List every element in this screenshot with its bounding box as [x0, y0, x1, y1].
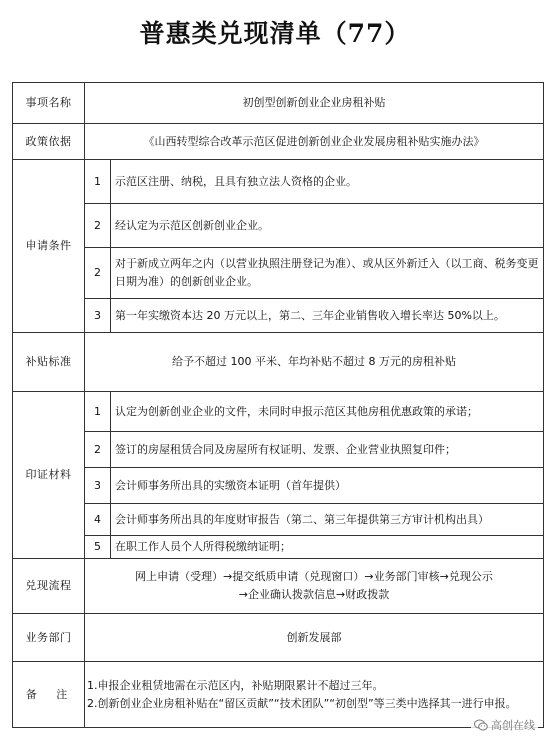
department-value: 创新发展部: [85, 614, 544, 662]
row-department: [13, 614, 544, 662]
process-value: [85, 559, 544, 614]
condition-num: 1: [85, 160, 111, 204]
row-condition: [13, 248, 544, 299]
remarks-label: 备 注: [13, 662, 85, 728]
item-name-label: 事项名称: [13, 83, 85, 124]
item-name-value: 初创型创新创业企业房租补贴: [85, 83, 544, 124]
condition-num: 3: [85, 299, 111, 333]
row-item-name: [13, 83, 544, 124]
policy-basis-label: 政策依据: [13, 124, 85, 160]
evidence-num: 1: [85, 392, 111, 432]
row-evidence: [13, 536, 544, 559]
row-condition: [13, 160, 544, 204]
policy-table: [12, 82, 544, 728]
row-evidence: [13, 504, 544, 536]
condition-num: 2: [85, 204, 111, 248]
wechat-icon: [474, 719, 488, 731]
process-line-1: 网上申请（受理）→提交纸质申请（兑现窗口）→业务部门审核→兑现公示: [135, 570, 493, 583]
evidence-label: 印证材料: [13, 392, 85, 559]
row-process: [13, 559, 544, 614]
row-policy-basis: [13, 124, 544, 160]
row-subsidy-standard: [13, 333, 544, 392]
evidence-text: 签订的房屋租赁合同及房屋所有权证明、发票、企业营业执照复印件；: [111, 432, 544, 468]
evidence-num: 2: [85, 432, 111, 468]
page-title: 普惠类兑现清单（77）: [139, 19, 411, 48]
row-evidence: [13, 432, 544, 468]
watermark-text: 高创在线: [491, 719, 535, 732]
remark-line-1: 1.申报企业租赁地需在示范区内，补贴期限累计不超过三年。: [87, 678, 384, 692]
remark-line-2: 2.创新创业企业房租补贴在“留区贡献”“技术团队”“初创型”等三类中选择其一进行申报。: [87, 696, 517, 710]
evidence-text: 认定为创新创业企业的文件，未同时申报示范区其他房租优惠政策的承诺；: [111, 392, 544, 432]
condition-text: 对于新成立两年之内（以营业执照注册登记为准）、或从区外新迁入（以工商、税务变更日期为准）的创新创业企业。: [111, 248, 544, 299]
subsidy-standard-label: 补贴标准: [13, 333, 85, 392]
condition-num: 2: [85, 248, 111, 299]
conditions-label: 申请条件: [13, 160, 85, 333]
row-evidence: [13, 392, 544, 432]
subsidy-standard-value: 给予不超过 100 平米、年均补贴不超过 8 万元的房租补贴: [85, 333, 544, 392]
row-condition: [13, 299, 544, 333]
condition-text: 经认定为示范区创新创业企业。: [111, 204, 544, 248]
condition-text: 第一年实缴资本达 20 万元以上，第二、三年企业销售收入增长率达 50%以上。: [111, 299, 544, 333]
policy-basis-value: 《山西转型综合改革示范区促进创新创业企业发展房租补贴实施办法》: [85, 124, 544, 160]
process-line-2: →企业确认拨款信息→财政拨款: [238, 588, 390, 601]
watermark: [471, 716, 538, 734]
evidence-num: 3: [85, 468, 111, 504]
department-label: 业务部门: [13, 614, 85, 662]
evidence-text: 会计师事务所出具的实缴资本证明（首年提供）: [111, 468, 544, 504]
row-evidence: [13, 468, 544, 504]
row-condition: [13, 204, 544, 248]
evidence-text: 在职工作人员个人所得税缴纳证明；: [111, 536, 544, 559]
evidence-num: 4: [85, 504, 111, 536]
evidence-text: 会计师事务所出具的年度财审报告（第二、第三年提供第三方审计机构出具）: [111, 504, 544, 536]
process-label: 兑现流程: [13, 559, 85, 614]
condition-text: 示范区注册、纳税，且具有独立法人资格的企业。: [111, 160, 544, 204]
row-remarks: [13, 662, 544, 728]
evidence-num: 5: [85, 536, 111, 559]
